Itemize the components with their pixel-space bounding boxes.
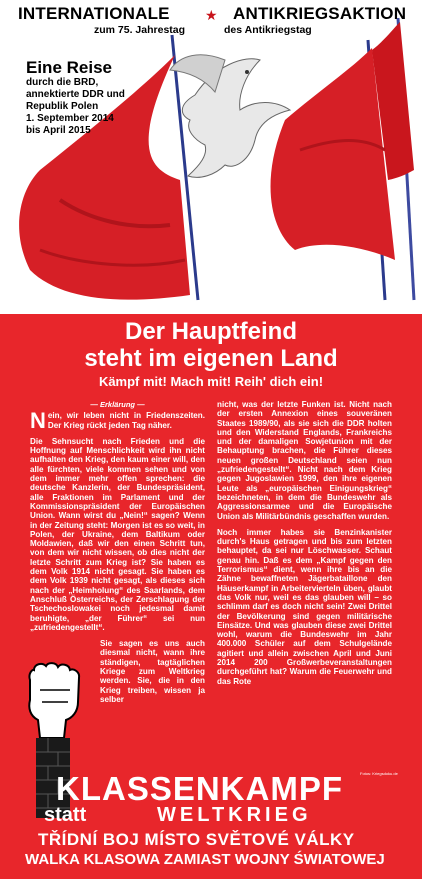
article-paragraph: Nein, wir leben nicht in Friedenszeiten. Der Krieg rückt jeden Tag näher. (30, 408, 205, 434)
journey-line: 1. September 2014 (26, 113, 114, 124)
article-kicker: — Erklärung — (90, 400, 145, 409)
article-paragraph: Die Sehnsucht nach Frieden und die Hoffnung auf Menschlichkeit wird ihn nicht aufhalten den Krieg, den kaum einer will, den alle fürchten, viele kommen sehen und von dem immer mehr offen sprechen: die deutsche Kanzlerin, der Bundespräsident, alle Fraktionen im Parlament und der Kommissionspräsident der Europäischen Union. Wann wirst du „Nein!“ sagen? Wenn in der Zeitung steht: Morgen ist es so weit, in Polen, der Ukraine, dem Baltikum oder Moldawien, daß wir den einen Schritt tun, von dem wir nicht wissen, ob dies nicht der letzte Schritt zum Krieg ist? Sie haben es dem Volk 1914 nicht gesagt. Sie haben es dem Volk 1939 nicht gesagt, als dieses sich nach der „Heimholung“ des Saarlands, dem Anschluß Österreichs, der Zerschlagung der Tschechoslowakei noch jedesmal damit beruhigte, „der Führer“ sei nun „zufriedengestellt“. (30, 436, 205, 632)
headline (0, 318, 422, 372)
journey-line: bis April 2015 (26, 125, 91, 136)
header-antikriegsaktion: ANTIKRIEGSAKTION (233, 4, 407, 23)
article-column-right (217, 400, 392, 693)
journey-line: durch die BRD, (26, 77, 99, 88)
footer-czech: TŘÍDNÍ BOJ MÍSTO SVĚTOVÉ VÁLKY (38, 830, 355, 849)
article-paragraph: Noch immer habes sie Benzinkanister durch's Haus getragen und bis zum letzten behauptet, da sei nur Löschwasser. Schaut genau hin. Daß es dem „Kampf gegen den Terrorismus“ dient, wenn ihre bis an die Zähne bewaffneten Jägerbataillone den Häuserkampf in Arbeitervierteln üben, glaubt das Volk nur, weil es das glauben will – so schlimm darf es doch nicht sein! Zwei Drittel der Bevölkerung sind gegen militärische Einsätze. Und was glauben diese zwei Drittel wohl, warum die Bundeswehr im Jahr 400.000 Schüler auf dem Schulgelände agitiert und allein zwischen April und Juni 2014 200 Großwerbeveranstaltungen durchgeführt hat? Warum die Feuerwehr und das Rote (217, 527, 392, 686)
photo-credit: Fotos: Kriegsdoku.de (360, 771, 398, 776)
header-sub-left: zum 75. Jahrestag (94, 24, 186, 36)
journey-title: Eine Reise (26, 58, 112, 77)
top-section (0, 0, 422, 314)
footer-klassenkampf: KLASSENKAMPF (56, 770, 344, 807)
article-paragraph: Sie sagen es uns auch diesmal nicht, wann ihre ständigen, tagtäglichen Kriege zum Weltkrieg werden. Sie, die in den Krieg treiben, wissen ja selber (100, 639, 205, 704)
headline-slogan: Kämpf mit! Mach mit! Reih' dich ein! (98, 374, 324, 389)
headline-line-1: Der Hauptfeind (124, 318, 297, 345)
flags-and-dove-illustration (0, 0, 422, 314)
journey-block (26, 58, 186, 137)
drop-cap: N (30, 408, 46, 434)
footer-statt: statt (44, 804, 87, 826)
journey-line: Republik Polen (26, 101, 99, 112)
journey-line: annektierte DDR und (26, 89, 125, 100)
footer-weltkrieg: WELTKRIEG (157, 804, 312, 826)
red-star-icon: ★ (205, 7, 218, 23)
header-sub-right: des Antikriegstag (224, 24, 312, 36)
headline-line-2: steht im eigenen Land (84, 345, 338, 372)
article-paragraph: nicht, was der letzte Funken ist. Nicht nach der ersten Annexion eines souveränen Staates 1989/90, als sie sich die DDR holten und den Widerstand Englands, Frankreichs und der damaligen Sowjetunion mit der Behauptung brachen, die Führer dieses neuen großen Deutschland seien nun „zufriedengestellt“. Nicht nach dem Krieg gegen Jugoslawien 1999, den ihre eigenen Leute als „europäischen Einigungskrieg“ bezeichneten, in dem die Bundeswehr als Aggressionsarmee und die Europäische Union als Militärbündnis geschaffen wurden. (217, 400, 392, 521)
header-internationale: INTERNATIONALE (18, 4, 170, 23)
footer-polish: WALKA KLASOWA ZAMIAST WOJNY ŚWIATOWEJ (25, 851, 385, 868)
